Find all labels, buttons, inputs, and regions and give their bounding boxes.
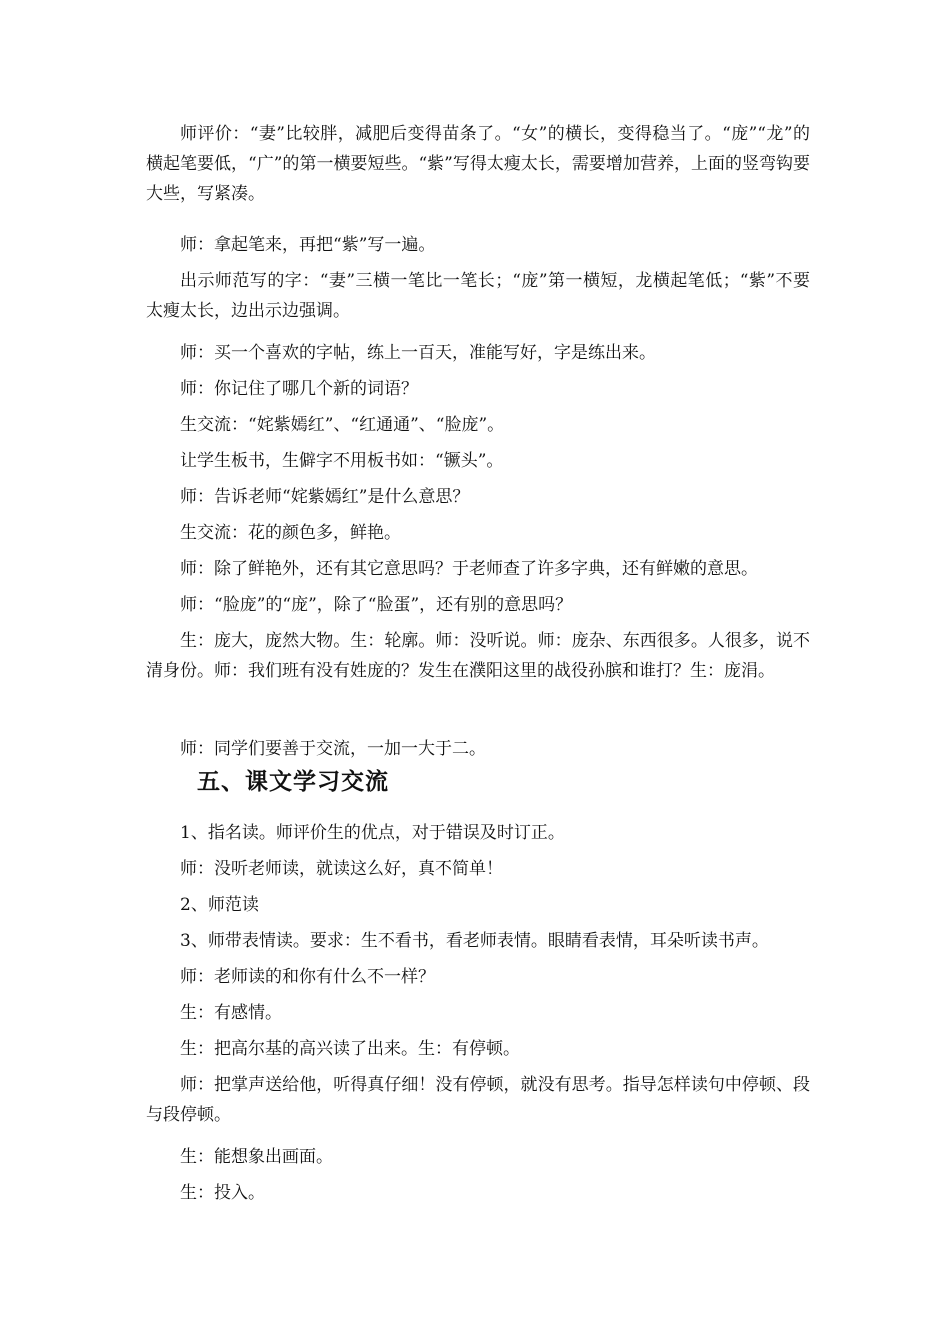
paragraph: 生交流：花的颜色多，鲜艳。	[180, 523, 401, 543]
paragraph: 师：除了鲜艳外，还有其它意思吗？于老师查了许多字典，还有鲜嫩的意思。	[180, 559, 758, 579]
paragraph: 生：投入。	[180, 1183, 265, 1203]
paragraph: 生交流：“姹紫嫣红”、“红通通”、“脸庞”。	[180, 415, 505, 435]
paragraph: 师：老师读的和你有什么不一样？	[180, 967, 435, 987]
paragraph: 师：把掌声送给他，听得真仔细！没有停顿，就没有思考。指导怎样读句中停顿、段与段停顿。	[146, 1075, 810, 1125]
paragraph: 师：买一个喜欢的字帖，练上一百天，准能写好，字是练出来。	[180, 343, 656, 363]
paragraph: 师：“脸庞”的“庞”，除了“脸蛋”，还有别的意思吗？	[180, 595, 573, 615]
paragraph: 生：庞大，庞然大物。生：轮廓。师：没听说。师：庞杂、东西很多。人很多，说不清身份。师：我们班有没有姓庞的？发生在濮阳这里的战役孙膑和谁打？生：庞涓。	[146, 631, 810, 681]
paragraph: 让学生板书，生僻字不用板书如：“镢头”。	[180, 451, 504, 471]
paragraph: 师：拿起笔来，再把“紫”写一遍。	[180, 235, 436, 255]
list-item: 1、指名读。师评价生的优点，对于错误及时订正。	[180, 823, 565, 843]
paragraph: 师：告诉老师“姹紫嫣红”是什么意思？	[180, 487, 470, 507]
paragraph: 师：你记住了哪几个新的词语？	[180, 379, 418, 399]
paragraph: 生：把高尔基的高兴读了出来。生：有停顿。	[180, 1039, 520, 1059]
paragraph: 师：没听老师读，就读这么好，真不简单！	[180, 859, 503, 879]
paragraph-teacher-evaluation: 师评价：“妻”比较胖，减肥后变得苗条了。“女”的横长，变得稳当了。“庞”“龙”的横起笔要低，“广”的第一横要短些。“紫”写得太瘦太长，需要增加营养，上面的竖弯钩要大些，写紧凑。	[146, 124, 810, 204]
paragraph: 出示师范写的字：“妻”三横一笔比一笔长；“庞”第一横短，龙横起笔低；“紫”不要太瘦太长，边出示边强调。	[146, 271, 810, 321]
list-item: 2、师范读	[180, 895, 259, 915]
list-item: 3、师带表情读。要求：生不看书，看老师表情。眼睛看表情，耳朵听读书声。	[180, 931, 769, 951]
paragraph: 生：有感情。	[180, 1003, 282, 1023]
paragraph: 师：同学们要善于交流，一加一大于二。	[180, 739, 486, 759]
paragraph: 生：能想象出画面。	[180, 1147, 333, 1167]
section-heading: 五、课文学习交流	[197, 769, 389, 795]
